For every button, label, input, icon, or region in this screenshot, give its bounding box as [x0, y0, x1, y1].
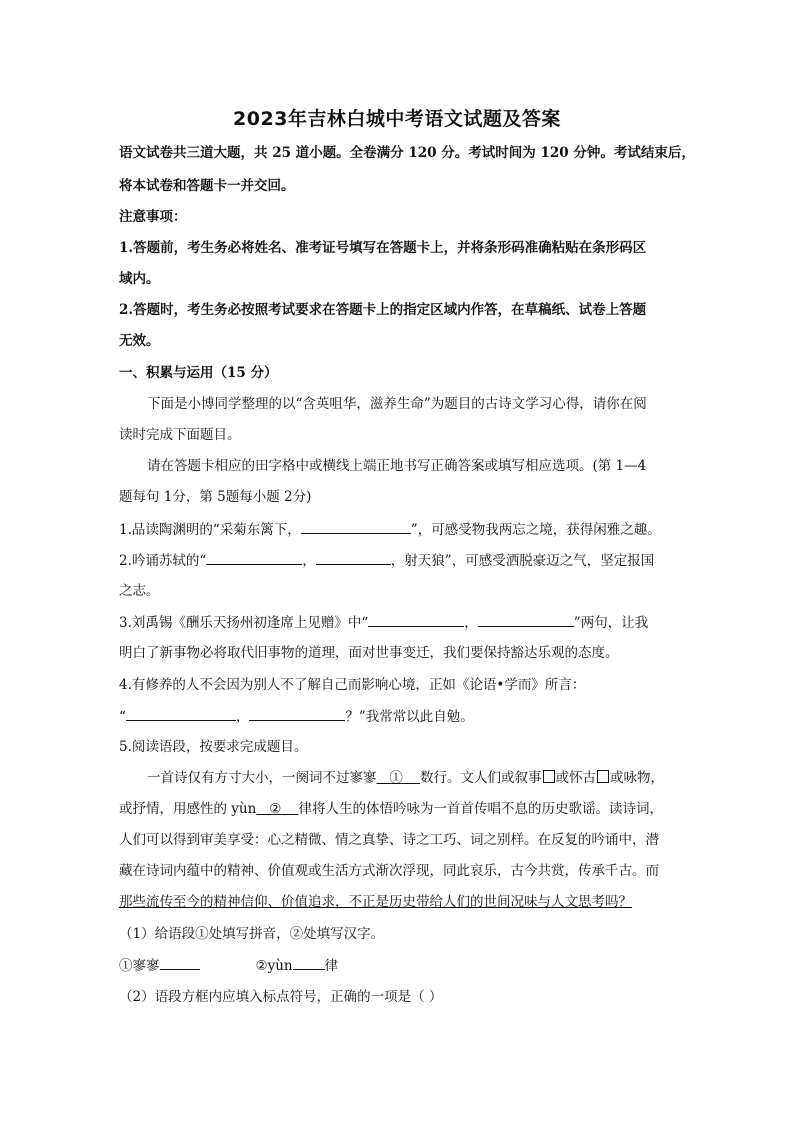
blank-marker-1-label: ①	[389, 770, 403, 786]
question-5-heading: 5.阅读语段，按要求完成题目。	[119, 739, 308, 755]
question-4-open-quote: “	[119, 709, 126, 725]
question-2-line-2: 之志。	[119, 583, 160, 599]
question-2-suffix: ，射天狼”，可感受洒脱豪迈之气，坚定报国	[390, 553, 655, 569]
question-3-suffix: ”两句，让我	[573, 615, 649, 631]
section-1-para-2-line-2: 题每句 1分，第 5题每小题 2分)	[119, 489, 312, 505]
notice-item-2-line-2: 无效。	[119, 333, 160, 349]
section-1-para-1-line-2: 读时完成下面题目。	[119, 427, 241, 443]
question-4-suffix: ？”我常常以此自勉。	[345, 709, 474, 725]
punctuation-box	[543, 770, 555, 783]
question-1	[119, 520, 661, 539]
answer-blank[interactable]	[249, 707, 345, 721]
notice-item-1-line-1: 1.答题前，考生务必将姓名、准考证号填写在答题卡上，并将条形码准确粘贴在条形码区	[119, 240, 647, 256]
passage-text: 或咏物，	[610, 770, 665, 786]
subquestion-1: （1）给语段①处填写拼音，②处填写汉字。	[119, 926, 385, 942]
answer-blank[interactable]	[293, 956, 325, 970]
question-1-suffix: ”，可感受物我两忘之境，获得闲雅之趣。	[410, 522, 661, 538]
answer-blank[interactable]	[126, 707, 236, 721]
blank-marker-1	[377, 770, 421, 786]
passage-text: 或怀古	[555, 770, 597, 786]
section-1-para-1-line-1: 下面是小博同学整理的以“含英咀华，滋养生命”为题目的古诗文学习心得，请你在阅	[147, 396, 647, 412]
subquestion-1-item-b: ②yùn	[255, 958, 293, 974]
question-3-prefix: 3.刘禹锡《酬乐天扬州初逢席上见赠》中“	[119, 615, 369, 631]
intro-line-2: 将本试卷和答题卡一并交回。	[119, 178, 295, 194]
subquestion-1-answers	[119, 956, 338, 975]
passage-text: 律将人生的体悟吟咏为一首首传唱不息的历史歌谣。读诗词，	[298, 801, 663, 817]
question-1-prefix: 1.品读陶渊明的“采菊东篱下，	[119, 522, 301, 538]
passage-line-4: 藏在诗词内蕴中的精神、价值观或生活方式渐次浮现，同此哀乐，古今共赏，传承千古。而	[119, 863, 659, 879]
answer-blank[interactable]	[206, 551, 302, 565]
answer-blank[interactable]	[301, 520, 411, 534]
intro-line-1: 语文试卷共三道大题，共 25 道小题。全卷满分 120 分。考试时间为 120 分钟。考试结束后，	[119, 145, 695, 161]
subquestion-1-item-a: ①寥寥	[119, 958, 160, 974]
passage-text: 数行。文人们或叙事	[420, 770, 542, 786]
notice-heading: 注意事项：	[119, 209, 187, 225]
notice-item-2-line-1: 2.答题时，考生务必按照考试要求在答题卡上的指定区域内作答，在草稿纸、试卷上答题	[119, 302, 647, 318]
question-4-line-2	[119, 707, 474, 726]
question-2-separator: ，	[302, 553, 316, 569]
subquestion-2: （2）语段方框内应填入标点符号，正确的一项是（ ）	[119, 989, 443, 1005]
passage-text: 一首诗仅有方寸大小，一阕词不过寥寥	[147, 770, 377, 786]
page-title: 2023年吉林白城中考语文试题及答案	[233, 108, 561, 130]
question-4-line-1: 4.有修养的人不会因为别人不了解自己而影响心境，正如《论语•学而》所言：	[119, 677, 586, 693]
passage-line-5-underlined: 那些流传至今的精神信仰、价值追求，不正是历史带给人们的世间况味与人文思考吗？	[119, 894, 632, 910]
subquestion-1-item-b-suffix: 律	[324, 958, 339, 974]
question-3-separator: ，	[464, 615, 478, 631]
section-1-heading: 一、积累与运用（15 分）	[119, 365, 278, 381]
passage-line-1	[147, 769, 664, 787]
notice-item-1-line-2: 域内。	[119, 271, 160, 287]
answer-blank[interactable]	[316, 551, 391, 565]
section-1-para-2-line-1: 请在答题卡相应的田字格中或横线上端正地书写正确答案或填写相应选项。(第 1—4	[147, 458, 647, 474]
question-4-separator: ，	[235, 709, 250, 725]
question-2	[119, 551, 654, 570]
answer-blank[interactable]	[160, 956, 200, 970]
passage-text: 或抒情，用感性的 yùn	[119, 801, 257, 817]
passage-line-3: 人们可以得到审美享受：心之精微、情之真挚、诗之工巧、词之别样。在反复的吟诵中，潜	[119, 832, 659, 848]
answer-blank[interactable]	[368, 613, 464, 627]
question-3-line-2: 明白了新事物必将取代旧事物的道理，面对世事变迁，我们要保持豁达乐观的态度。	[119, 645, 619, 661]
question-2-prefix: 2.吟诵苏轼的“	[119, 553, 207, 569]
passage-line-2	[119, 800, 663, 818]
punctuation-box	[597, 770, 609, 783]
answer-blank[interactable]	[478, 613, 574, 627]
blank-marker-2-label: ②	[269, 801, 282, 817]
question-3	[119, 613, 648, 632]
blank-marker-2	[256, 801, 298, 817]
